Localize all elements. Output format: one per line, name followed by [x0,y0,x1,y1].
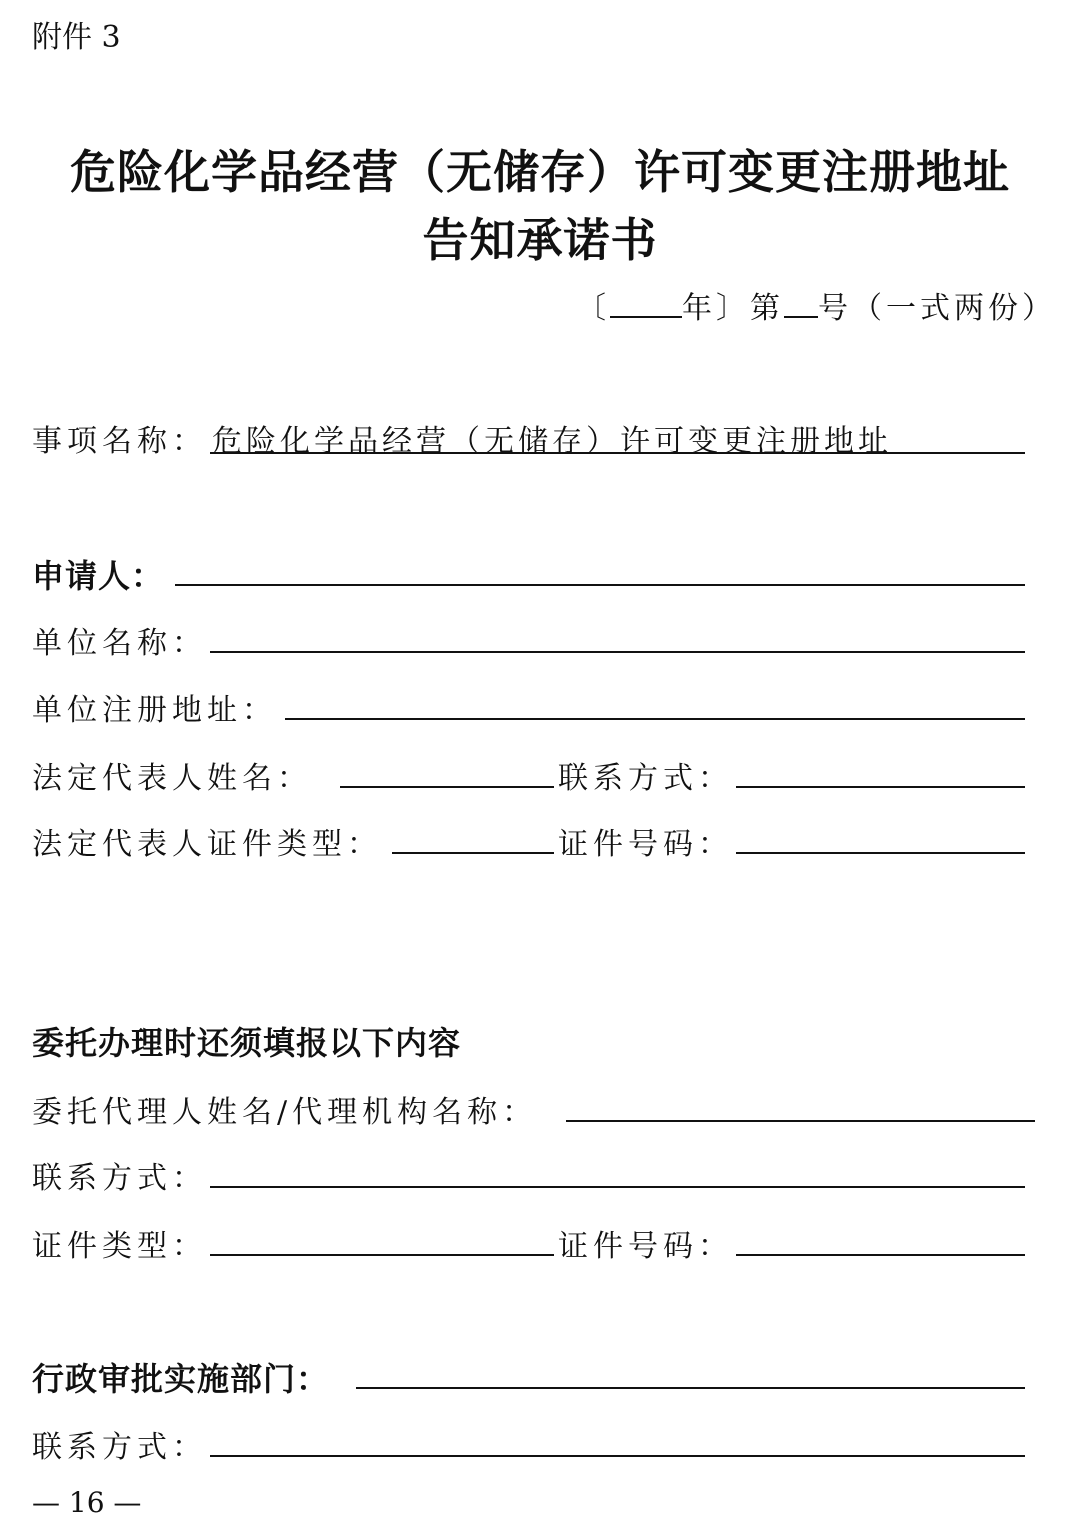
agent-name-field[interactable] [566,1120,1035,1122]
agent-contact-label: 联系方式： [32,1161,207,1196]
agent-id-type-field[interactable] [210,1254,554,1256]
legal-rep-id-number-label: 证件号码： [558,827,733,862]
unit-address-field[interactable] [285,718,1025,720]
department-contact-field[interactable] [210,1455,1025,1457]
page-number: — 16 — [32,1486,142,1519]
year-blank[interactable] [610,290,682,318]
number-blank[interactable] [784,290,818,318]
document-number [576,283,1056,327]
agent-id-number-label: 证件号码： [558,1229,733,1264]
applicant-heading: 申请人： [32,557,165,595]
legal-rep-id-number-field[interactable] [736,852,1025,854]
legal-rep-name-label: 法定代表人姓名： [32,761,312,796]
agent-id-type-label: 证件类型： [32,1229,207,1264]
unit-name-label: 单位名称： [32,626,207,661]
item-name-underline [210,452,1025,454]
doc-number-open-bracket: 〔 [576,291,610,326]
attachment-label: 附件 3 [32,20,121,55]
unit-name-field[interactable] [210,651,1025,653]
legal-rep-id-type-label: 法定代表人证件类型： [32,827,382,862]
legal-rep-contact-field[interactable] [736,786,1025,788]
entrust-heading: 委托办理时还须填报以下内容 [32,1024,462,1062]
doc-number-year-suffix: 年〕第 [682,291,784,326]
agent-contact-field[interactable] [210,1186,1025,1188]
document-title-line2: 告知承诺书 [422,213,658,267]
document-title-line1: 危险化学品经营（无储存）许可变更注册地址 [70,145,1010,199]
agent-id-number-field[interactable] [736,1254,1025,1256]
doc-number-suffix: 号（一式两份） [818,291,1056,326]
unit-address-label: 单位注册地址： [32,693,277,728]
legal-rep-name-field[interactable] [340,786,554,788]
item-name-label: 事项名称： [32,424,207,459]
legal-rep-id-type-field[interactable] [392,852,554,854]
legal-rep-contact-label: 联系方式： [558,761,733,796]
agent-name-label: 委托代理人姓名/代理机构名称： [32,1095,538,1130]
department-field[interactable] [356,1387,1025,1389]
applicant-field[interactable] [175,584,1025,586]
item-name-value: 危险化学品经营（无储存）许可变更注册地址 [212,424,892,459]
department-contact-label: 联系方式： [32,1430,207,1465]
department-heading: 行政审批实施部门： [32,1360,330,1398]
